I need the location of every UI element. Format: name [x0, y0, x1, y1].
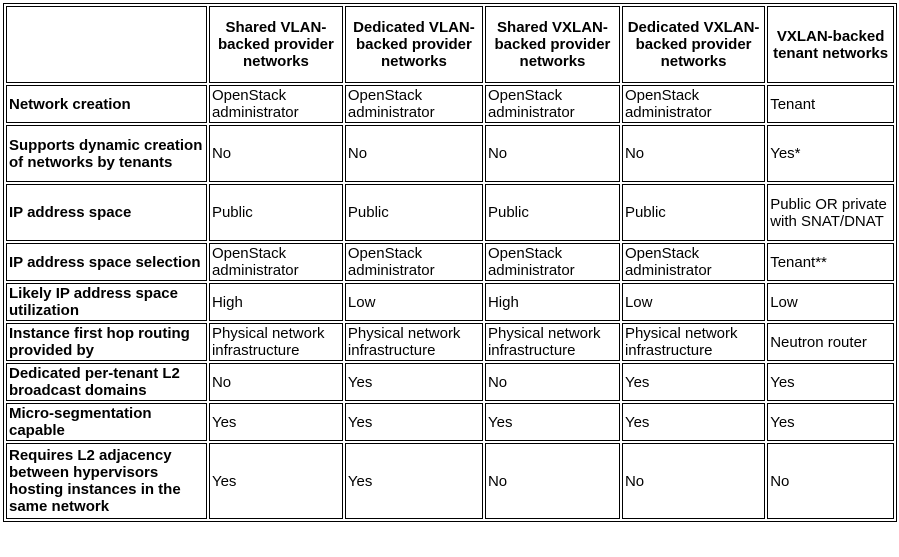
table-cell: Neutron router [767, 323, 894, 361]
table-cell: No [485, 363, 620, 401]
comparison-table-container [3, 3, 897, 522]
column-header-vxlan-tenant: VXLAN-backed tenant networks [767, 6, 894, 83]
table-cell: Low [622, 283, 765, 321]
table-cell: No [209, 363, 343, 401]
table-cell: Public [345, 184, 483, 241]
table-cell: No [622, 443, 765, 519]
table-cell: OpenStack administrator [485, 85, 620, 123]
table-cell: Low [345, 283, 483, 321]
table-cell: Yes [767, 363, 894, 401]
row-label: IP address space selection [6, 243, 207, 281]
row-label: Supports dynamic creation of networks by tenants [6, 125, 207, 182]
table-cell: Public OR private with SNAT/DNAT [767, 184, 894, 241]
table-cell: Yes [345, 403, 483, 441]
table-cell: No [345, 125, 483, 182]
table-cell: High [209, 283, 343, 321]
column-header-shared-vlan: Shared VLAN-backed provider networks [209, 6, 343, 83]
table-cell: Yes [345, 363, 483, 401]
column-header-empty [6, 6, 207, 83]
table-cell: Tenant** [767, 243, 894, 281]
table-row-first-hop-routing [6, 323, 894, 361]
table-row-dynamic-creation [6, 125, 894, 182]
table-cell: OpenStack administrator [209, 85, 343, 123]
table-cell: Yes [767, 403, 894, 441]
table-cell: Yes [345, 443, 483, 519]
row-label: Instance first hop routing provided by [6, 323, 207, 361]
table-row-ip-space-selection [6, 243, 894, 281]
table-cell: Low [767, 283, 894, 321]
table-cell: Yes [622, 403, 765, 441]
table-row-ip-address-space [6, 184, 894, 241]
table-cell: Tenant [767, 85, 894, 123]
table-cell: Physical network infrastructure [345, 323, 483, 361]
column-header-shared-vxlan: Shared VXLAN-backed provider networks [485, 6, 620, 83]
table-cell: Public [622, 184, 765, 241]
row-label: IP address space [6, 184, 207, 241]
table-cell: No [485, 443, 620, 519]
table-cell: No [622, 125, 765, 182]
table-cell: Physical network infrastructure [622, 323, 765, 361]
row-label: Requires L2 adjacency between hypervisors hosting instances in the same network [6, 443, 207, 519]
table-row-l2-adjacency [6, 443, 894, 519]
row-label: Network creation [6, 85, 207, 123]
row-label: Dedicated per-tenant L2 broadcast domains [6, 363, 207, 401]
column-header-dedicated-vlan: Dedicated VLAN-backed provider networks [345, 6, 483, 83]
table-cell: OpenStack administrator [622, 85, 765, 123]
table-cell: OpenStack administrator [485, 243, 620, 281]
table-cell: Physical network infrastructure [209, 323, 343, 361]
table-cell: Yes [485, 403, 620, 441]
table-cell: No [767, 443, 894, 519]
table-cell: Public [485, 184, 620, 241]
row-label: Micro-segmentation capable [6, 403, 207, 441]
table-row-network-creation [6, 85, 894, 123]
network-comparison-table [3, 3, 897, 522]
table-header-row [6, 6, 894, 83]
row-label: Likely IP address space utilization [6, 283, 207, 321]
table-row-l2-broadcast-domains [6, 363, 894, 401]
table-cell: No [209, 125, 343, 182]
table-cell: No [485, 125, 620, 182]
table-cell: OpenStack administrator [209, 243, 343, 281]
table-cell: OpenStack administrator [345, 243, 483, 281]
table-cell: Public [209, 184, 343, 241]
table-cell: Yes* [767, 125, 894, 182]
table-cell: OpenStack administrator [345, 85, 483, 123]
table-cell: OpenStack administrator [622, 243, 765, 281]
table-row-ip-space-utilization [6, 283, 894, 321]
table-row-micro-segmentation [6, 403, 894, 441]
table-cell: Yes [209, 403, 343, 441]
column-header-dedicated-vxlan: Dedicated VXLAN-backed provider networks [622, 6, 765, 83]
table-cell: Yes [622, 363, 765, 401]
table-cell: Yes [209, 443, 343, 519]
table-cell: High [485, 283, 620, 321]
table-cell: Physical network infrastructure [485, 323, 620, 361]
